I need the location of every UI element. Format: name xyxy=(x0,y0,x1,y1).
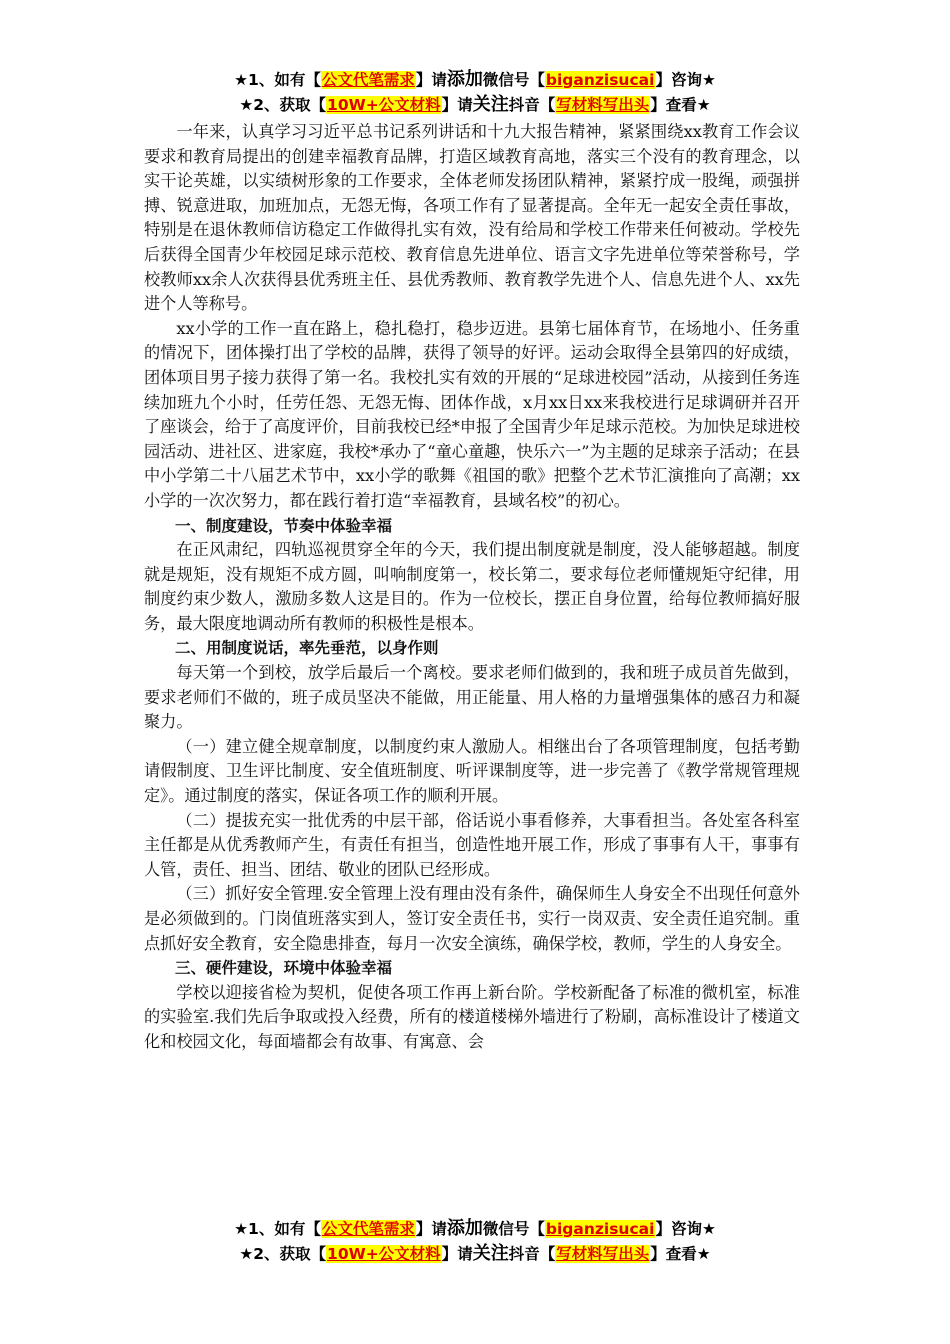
banner-1-middle: 】请 xyxy=(415,71,447,89)
section-heading-3: 三、硬件建设，环境中体验幸福 xyxy=(175,959,393,978)
paragraph-middle-managers: （二）提拔充实一批优秀的中层干部，俗话说小事看修养，大事看担当。各处室各科室主任都是从优秀教师产生，有责任有担当，创造性地开展工作，形成了事事有人干，事事有人管，责任、担当、团结、敬业的团队已经形成。 xyxy=(144,810,800,879)
banner-2-middle2: 抖音【 xyxy=(508,96,556,114)
footer-1-middle: 】请 xyxy=(415,1220,447,1238)
paragraph-hardware: 学校以迎接省检为契机，促使各项工作再上新台阶。学校新配备了标准的微机室，标准的实验室.我们先后争取或投入经费，所有的楼道楼梯外墙进行了粉刷，高标准设计了楼道文化和校园文化，每面墙都会有故事、有寓意、会 xyxy=(144,982,800,1051)
section-heading-2: 二、用制度说话，率先垂范，以身作则 xyxy=(175,639,439,658)
paragraph-lead-by-example: 每天第一个到校，放学后最后一个离校。要求老师们做到的，我和班子成员首先做到，要求老师们不做的，班子成员坚决不能做，用正能量、用人格的力量增强集体的感召力和凝聚力。 xyxy=(144,663,800,732)
footer-2-middle2: 抖音【 xyxy=(508,1245,556,1263)
banner-1-suffix: 】咨询★ xyxy=(655,71,716,89)
footer-1-emphasis: 添加 xyxy=(446,1218,483,1239)
footer-2-suffix: 】查看★ xyxy=(650,1245,711,1263)
banner-1-prefix: ★1、如有【 xyxy=(234,71,321,89)
paragraph-safety: （三）抓好安全管理.安全管理上没有理由没有条件，确保师生人身安全不出现任何意外是必须做到的。门岗值班落实到人，签订安全责任书，实行一岗双责、安全责任追究制。重点抓好安全教育，安全隐患排查，每月一次安全演练，确保学校，教师，学生的人身安全。 xyxy=(144,884,800,953)
banner-1-highlight-service: 公文代笔需求 xyxy=(321,71,415,89)
banner-2-highlight-materials: 10W+公文材料 xyxy=(327,96,441,114)
banner-2-highlight-douyin: 写材料写出头 xyxy=(556,96,650,114)
footer-2-middle: 】请 xyxy=(441,1245,473,1263)
footer-1-highlight-wechat: biganzisucai xyxy=(545,1220,655,1238)
banner-2-suffix: 】查看★ xyxy=(650,96,711,114)
header-banner-line-2 xyxy=(0,93,950,117)
footer-banner-line-2 xyxy=(0,1242,950,1266)
paragraph-school-work: xx小学的工作一直在路上，稳扎稳打，稳步迈进。县第七届体育节，在场地小、任务重的情况下，团体操打出了学校的品牌，获得了领导的好评。运动会取得全县第四的好成绩，团体项目男子接力获得了第一名。我校扎实有效的开展的“足球进校园”活动，从接到任务连续加班九个小时，任劳任怨、无怨无悔、团体作战，x月xx日xx来我校进行足球调研并召开了座谈会，给于了高度评价，目前我校已经*申报了全国青少年足球示范校。为加快足球进校园活动、进社区、进家庭，我校*承办了“童心童趣，快乐六一”为主题的足球亲子活动；在县中小学第二十八届艺术节中，xx小学的歌舞《祖国的歌》把整个艺术节汇演推向了高潮；xx小学的一次次努力，都在践行着打造“幸福教育，县域名校”的初心。 xyxy=(144,318,800,510)
document-body xyxy=(144,120,800,1055)
footer-banner-line-1 xyxy=(0,1217,950,1241)
banner-2-middle: 】请 xyxy=(441,96,473,114)
footer-1-prefix: ★1、如有【 xyxy=(234,1220,321,1238)
footer-2-emphasis: 关注 xyxy=(472,1243,509,1264)
section-heading-1: 一、制度建设，节奏中体验幸福 xyxy=(175,516,393,535)
footer-1-highlight-service: 公文代笔需求 xyxy=(321,1220,415,1238)
footer-2-highlight-materials: 10W+公文材料 xyxy=(327,1245,441,1263)
banner-2-emphasis: 关注 xyxy=(472,94,509,115)
footer-1-middle2: 微信号【 xyxy=(482,1220,545,1238)
footer-2-highlight-douyin: 写材料写出头 xyxy=(556,1245,650,1263)
banner-1-middle2: 微信号【 xyxy=(482,71,545,89)
paragraph-intro: 一年来，认真学习习近平总书记系列讲话和十九大报告精神，紧紧围绕xx教育工作会议要求和教育局提出的创建幸福教育品牌，打造区域教育高地，落实三个没有的教育理念，以实干论英雄，以实绩树形象的工作要求，全体老师发扬团队精神，紧紧拧成一股绳，顽强拼搏、锐意进取，加班加点，无怨无悔，各项工作有了显著提高。全年无一起安全责任事故，特别是在退休教师信访稳定工作做得扎实有效，没有给局和学校工作带来任何被动。学校先后获得全国青少年校园足球示范校、教育信息先进单位、语言文字先进单位等荣誉称号，学校教师xx余人次获得县优秀班主任、县优秀教师、教育教学先进个人、信息先进个人、xx先进个人等称号。 xyxy=(144,122,800,314)
paragraph-discipline: 在正风肃纪，四轨巡视贯穿全年的今天，我们提出制度就是制度，没人能够超越。制度就是规矩，没有规矩不成方圆，叫响制度第一，校长第二，要求每位老师懂规矩守纪律，用制度约束少数人，激励多数人这是目的。作为一位校长，摆正自身位置，给每位教师搞好服务，最大限度地调动所有教师的积极性是根本。 xyxy=(144,540,800,633)
banner-1-highlight-wechat: biganzisucai xyxy=(545,71,655,89)
banner-2-prefix: ★2、获取【 xyxy=(239,96,327,114)
banner-1-emphasis: 添加 xyxy=(446,69,483,90)
paragraph-rules: （一）建立健全规章制度，以制度约束人激励人。相继出台了各项管理制度，包括考勤请假制度、卫生评比制度、安全值班制度、听评课制度等，进一步完善了《教学常规管理规定》。通过制度的落实，保证各项工作的顺利开展。 xyxy=(144,736,800,806)
footer-1-suffix: 】咨询★ xyxy=(655,1220,716,1238)
header-banner-line-1 xyxy=(0,68,950,92)
footer-2-prefix: ★2、获取【 xyxy=(239,1245,327,1263)
